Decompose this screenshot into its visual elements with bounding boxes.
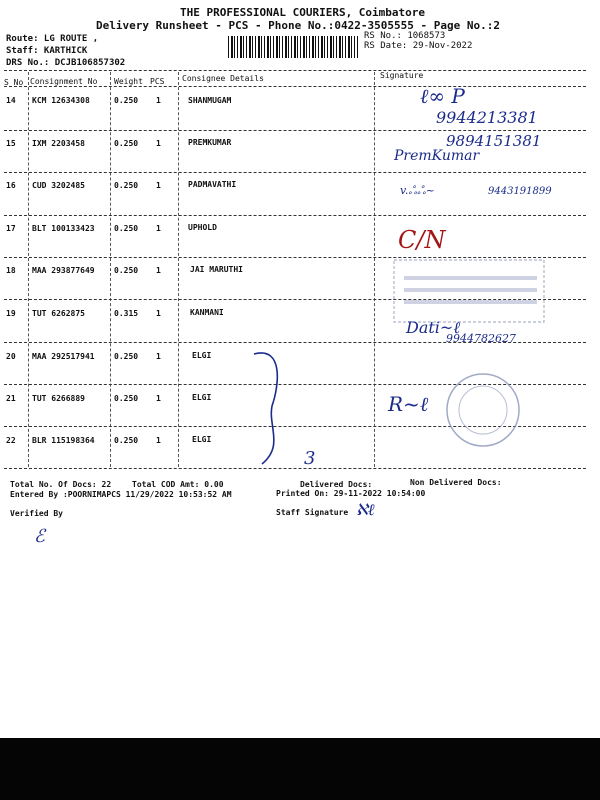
col-divider [178,72,179,467]
signature-scribble: ℓ∞ P [420,84,465,108]
runsheet-subtitle: Delivery Runsheet - PCS - Phone No.:0422-3505555 - Page No.:2 [96,19,500,32]
row-sno: 18 [6,266,16,275]
row-weight: 0.250 [114,394,139,403]
row-sno: 17 [6,224,16,233]
row-pcs: 1 [156,436,161,445]
delivered-docs: Delivered Docs: [300,480,373,489]
row-consignee: SHANMUGAM [188,96,232,105]
row-consignment: TUT 6262875 [32,309,85,318]
row-consignment: TUT 6266889 [32,394,85,403]
rs-number: RS No.: 1068573 [364,31,446,41]
row-pcs: 1 [156,181,161,190]
entered-by: Entered By :POORNIMAPCS 11/29/2022 10:53:52 AM [10,490,232,499]
row-consignment: MAA 292517941 [32,352,95,361]
row-consignee: PADMAVATHI [188,180,237,189]
row-rule [4,172,586,173]
signature-scribble: Dati~ℓ [406,318,460,337]
route-label: Route: LG ROUTE , [6,34,99,44]
row-consignee: ELGI [192,393,212,402]
row-pcs: 1 [156,266,161,275]
verified-by: Verified By [10,509,63,518]
table-header-rule [4,86,586,87]
staff-signature: Staff Signature [276,508,349,517]
col-divider [110,72,111,467]
row-weight: 0.315 [114,309,139,318]
row-sno: 19 [6,309,16,318]
col-divider [374,72,375,467]
staff-label: Staff: KARTHICK [6,46,88,56]
row-pcs: 1 [156,352,161,361]
scan-edge-shadow [0,738,600,800]
row-consignment: BLT 100133423 [32,224,95,233]
row-consignment: IXM 2203458 [32,139,85,148]
row-sno: 21 [6,394,16,403]
row-consignment: BLR 115198364 [32,436,95,445]
courier-title: THE PROFESSIONAL COURIERS, Coimbatore [180,6,426,19]
signature-scribble: R~ℓ [388,392,429,416]
drs-number: DRS No.: DCJB106857302 [6,58,126,68]
handwritten-mark: 3 [304,448,316,469]
row-consignee: PREMKUMAR [188,138,232,147]
row-pcs: 1 [156,309,161,318]
total-cod: Total COD Amt: 0.00 [132,480,224,489]
round-seal [438,370,528,450]
total-docs: Total No. Of Docs: 22 [10,480,112,489]
row-weight: 0.250 [114,266,139,275]
table-top-rule [4,70,586,71]
signature-scribble: v.ஃஃ~ [400,184,435,197]
row-weight: 0.250 [114,352,139,361]
handwritten-phone: 9944213381 [436,108,538,127]
col-signature: Signature [380,71,424,80]
handwritten-note: 9443191899 [488,186,552,197]
signature-scribble: ℰ [34,526,45,547]
row-consignee: JAI MARUTHI [190,265,243,274]
col-consignee: Consignee Details [182,74,264,83]
handwritten-mark: C/N [398,226,446,254]
handwritten-name: PremKumar [394,148,480,164]
col-pcs: PCS [150,77,165,86]
row-consignee: UPHOLD [188,223,217,232]
row-weight: 0.250 [114,224,139,233]
row-pcs: 1 [156,139,161,148]
row-pcs: 1 [156,96,161,105]
row-rule [4,215,586,216]
row-sno: 14 [6,96,16,105]
row-consignee: ELGI [192,435,212,444]
row-sno: 22 [6,436,16,445]
row-sno: 15 [6,139,16,148]
col-consignment: Consignment No [30,77,98,86]
row-sno: 20 [6,352,16,361]
row-rule [4,130,586,131]
row-pcs: 1 [156,224,161,233]
rs-date: RS Date: 29-Nov-2022 [364,41,473,51]
row-weight: 0.250 [114,436,139,445]
non-delivered-docs: Non Delivered Docs: [410,478,502,487]
row-consignee: KANMANI [190,308,224,317]
signature-scribble: ℵℓ [356,500,375,519]
row-weight: 0.250 [114,139,139,148]
row-sno: 16 [6,181,16,190]
row-weight: 0.250 [114,96,139,105]
col-sno: S No [4,78,24,87]
printed-on: Printed On: 29-11-2022 10:54:00 [276,489,426,498]
row-pcs: 1 [156,394,161,403]
handwritten-phone: 9894151381 [446,132,542,150]
row-consignment: KCM 12634308 [32,96,90,105]
row-consignment: MAA 293877649 [32,266,95,275]
col-divider [28,72,29,467]
row-weight: 0.250 [114,181,139,190]
barcode [228,36,358,58]
row-consignment: CUD 3202485 [32,181,85,190]
col-weight: Weight [114,77,143,86]
row-consignee: ELGI [192,351,212,360]
handwritten-phone: 9944782627 [446,332,516,345]
